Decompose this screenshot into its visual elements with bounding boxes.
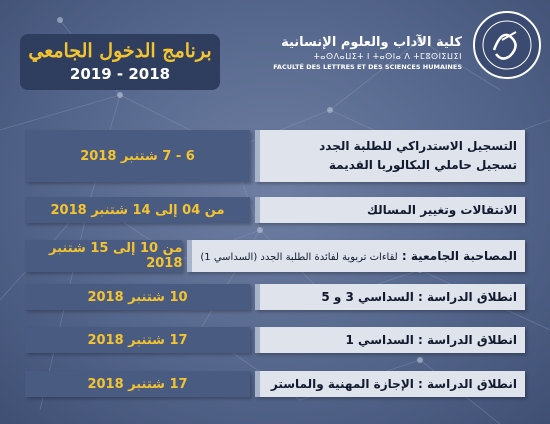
schedule-event xyxy=(255,197,525,223)
schedule-row xyxy=(25,197,525,223)
schedule-event-line xyxy=(268,137,517,156)
schedule-row xyxy=(25,130,525,182)
schedule-event-line xyxy=(268,331,517,350)
faculty-header xyxy=(273,10,542,80)
academic-year: 2019 - 2018 xyxy=(69,65,171,84)
event-detail: لقاءات تربوية لفائدة الطلبة الجدد (السداسي 1) xyxy=(200,251,398,263)
schedule-event xyxy=(255,327,525,353)
faculty-name-arabic: كلية الآداب والعلوم الإنسانية xyxy=(281,35,462,50)
schedule-event xyxy=(255,371,525,397)
schedule-event xyxy=(187,240,525,272)
event-title: التسجيل الاستدراكي للطلبة الجدد xyxy=(319,139,517,154)
faculty-name-block xyxy=(273,36,462,71)
schedule-event-line xyxy=(268,288,517,307)
schedule-event-line xyxy=(200,247,517,266)
university-logo xyxy=(472,10,542,80)
event-title: انطلاق الدراسة : السداسي 1 xyxy=(345,332,517,347)
schedule-row xyxy=(25,327,525,353)
schedule-row xyxy=(25,240,525,272)
schedule-date: من 04 إلى 14 شتنبر 2018 xyxy=(25,197,250,223)
schedule-date: 10 شتنبر 2018 xyxy=(25,284,250,310)
schedule-event xyxy=(255,284,525,310)
event-title: تسجيل حاملي البكالوريا القديمة xyxy=(328,158,517,172)
event-title: الانتقالات وتغيير المسالك xyxy=(366,202,517,217)
event-title: انطلاق الدراسة : السداسي 3 و 5 xyxy=(321,289,517,304)
event-title: انطلاق الدراسة : الإجازة المهنية والماستر xyxy=(270,376,517,391)
schedule-row xyxy=(25,371,525,397)
schedule-row xyxy=(25,284,525,310)
schedule-event xyxy=(255,130,525,182)
event-title: المصاحبة الجامعية : xyxy=(397,248,517,263)
schedule-event-line xyxy=(268,156,517,175)
schedule-event-line xyxy=(268,201,517,220)
schedule-date: 17 شتنبر 2018 xyxy=(25,327,250,353)
schedule-date: من 10 إلى 15 شتنبر 2018 xyxy=(25,240,182,272)
schedule-date: 6 - 7 شتنبر 2018 xyxy=(25,130,250,182)
faculty-name-french: FACULTÉ DES LETTRES ET DES SCIENCES HUMAINES xyxy=(273,63,462,72)
schedule-event-line xyxy=(268,375,517,394)
schedule-date: 17 شتنبر 2018 xyxy=(25,371,250,397)
program-title-badge xyxy=(20,34,220,90)
faculty-name-tifinagh: ⵜⴰⵙⴷⴰⵡⵉⵜ ⵏ ⵜⴰⵙⵏⴰ ⴷ ⵜⵎⵓⵙⵏⵉⵡⵉⵏ xyxy=(313,52,462,62)
program-title: برنامج الدخول الجامعي xyxy=(28,39,212,62)
